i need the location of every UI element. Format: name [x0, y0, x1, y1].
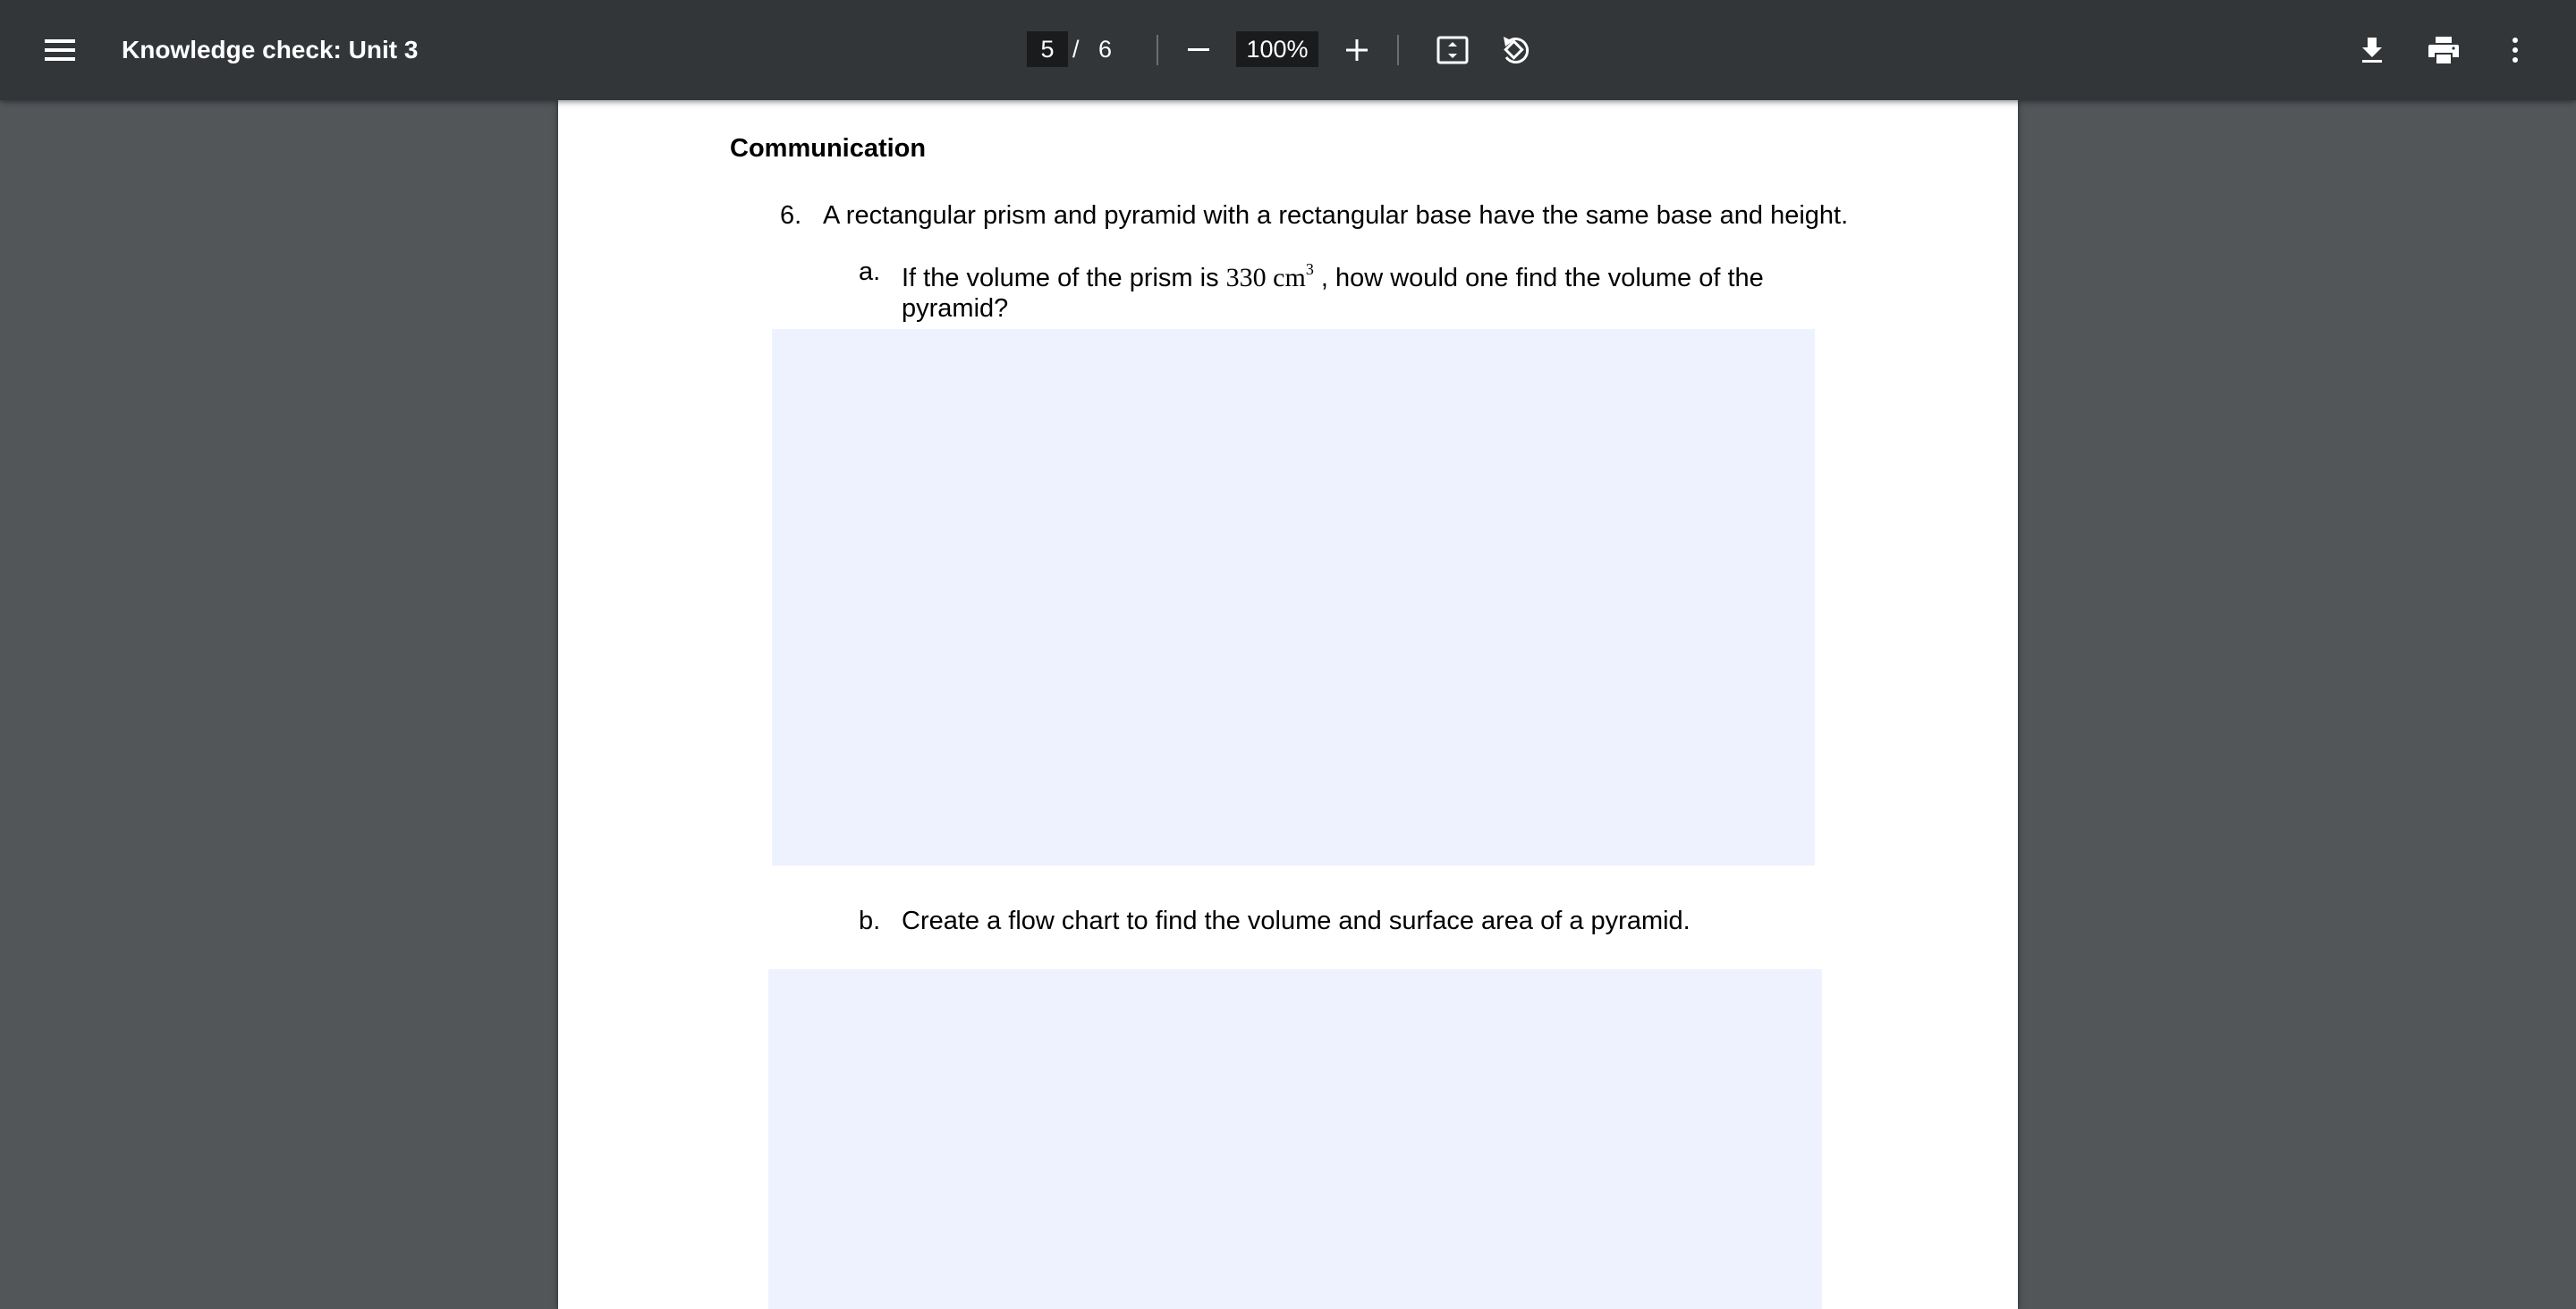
- print-icon: [2428, 36, 2460, 64]
- menu-button[interactable]: [32, 25, 89, 75]
- hamburger-menu-icon: [45, 38, 77, 63]
- volume-expression: [1225, 260, 1314, 292]
- answer-field-b[interactable]: [768, 969, 1822, 1309]
- minus-icon: [1186, 38, 1211, 63]
- question-text: A rectangular prism and pyramid with a rectangular base have the same base and height.: [823, 201, 1849, 230]
- download-icon: [2360, 36, 2385, 64]
- section-heading: Communication: [730, 134, 927, 163]
- document-title: Knowledge check: Unit 3: [122, 36, 419, 63]
- page-number-input[interactable]: [1027, 31, 1068, 67]
- part-a-label: a.: [859, 258, 881, 286]
- answer-field-a[interactable]: [772, 329, 1815, 866]
- toolbar-divider: [1397, 35, 1399, 65]
- rotate-counterclockwise-icon: [1498, 33, 1532, 67]
- page-separator: /: [1072, 36, 1080, 63]
- volume-exponent: 3: [1305, 260, 1314, 278]
- download-button[interactable]: [2347, 25, 2397, 75]
- question-number: 6.: [780, 201, 802, 230]
- print-button[interactable]: [2419, 25, 2469, 75]
- zoom-in-button[interactable]: [1332, 25, 1382, 75]
- part-a-text-before: If the volume of the prism is: [902, 264, 1226, 292]
- pdf-page: [558, 100, 2018, 1309]
- zoom-level-input[interactable]: [1236, 31, 1318, 67]
- toolbar-divider: [1157, 35, 1158, 65]
- fit-to-page-button[interactable]: [1428, 25, 1478, 75]
- zoom-out-button[interactable]: [1174, 25, 1224, 75]
- rotate-button[interactable]: [1490, 25, 1540, 75]
- part-a-text-after: , how would one find the volume of the pyramid?: [902, 264, 1764, 323]
- more-options-button[interactable]: [2490, 25, 2540, 75]
- pdf-toolbar: [0, 0, 2576, 100]
- part-a-question: [902, 256, 1796, 324]
- part-b-label: b.: [859, 907, 881, 935]
- plus-icon: [1344, 38, 1369, 63]
- part-b-question: Create a flow chart to find the volume and surface area of a pyramid.: [902, 907, 1690, 935]
- page-total: 6: [1098, 36, 1113, 63]
- fit-to-page-icon: [1436, 36, 1469, 64]
- more-vertical-icon: [2510, 36, 2521, 64]
- volume-value: 330 cm: [1225, 263, 1306, 292]
